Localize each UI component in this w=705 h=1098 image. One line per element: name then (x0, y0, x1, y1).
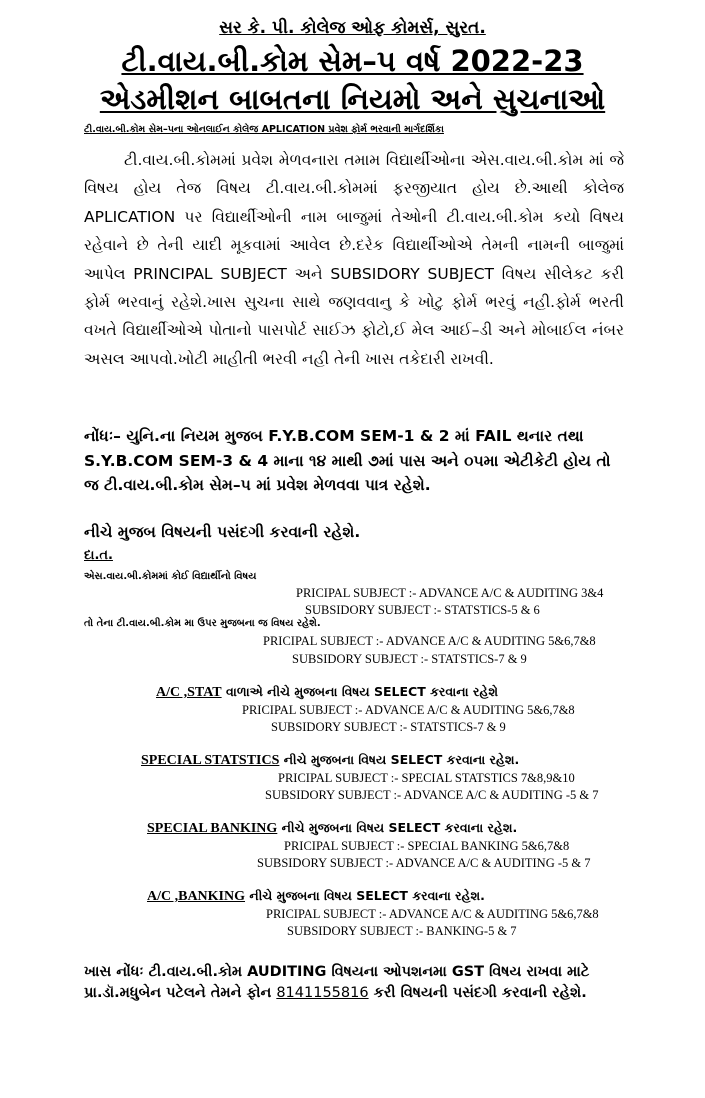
sy-subsidory-subject: SUBSIDORY SUBJECT :- STATSTICS-5 & 6 (305, 603, 540, 617)
group-instruction: વાળાએ નીચે મુજબના વિષય SELECT કરવાના રહેશે (225, 684, 498, 699)
group-subsidory-subject: SUBSIDORY SUBJECT :- STATSTICS-7 & 9 (271, 720, 506, 734)
group-heading (147, 820, 517, 837)
group-principal-subject: PRICIPAL SUBJECT :- ADVANCE A/C & AUDITING 5&6,7&8 (266, 907, 599, 921)
college-name: સર કે. પી. કોલેજ ઓફ કોમર્સ, સુરત. (219, 18, 486, 38)
instruction-paragraph: ટી.વાય.બી.કોમમાં પ્રવેશ મેળવનારા તમામ વિદ્યાર્થીઓના એસ.વાય.બી.કોમ માં જે વિષય હોય તેજ વિષય ટી.વાય.બી.કોમમાં ફરજીયાત હોય છે.આથી કોલેજ APLICATION પર વિદ્યાર્થીઓની નામ બાજુમાં તેઓની ટી.વાય.બી.કોમ કયો વિષય રહેવાને છે તેની યાદી મૂકવામાં આવેલ છે.દરેક વિદ્યાર્થીઓએ તેમની નામની બાજુમાં આપેલ PRINCIPAL SUBJECT અને SUBSIDORY SUBJECT વિષય સીલેકટ કરી ફોર્મ ભરવાનું રહેશે.ખાસ સુચના સાથે જણવવાનુ કે ખોટુ ફોર્મ ભરવું નહી.ફોર્મ ભરતી વખતે વિદ્યાર્થીઓએ પોતાનો પાસપોર્ટ સાઈઝ ફોટો,ઈ મેલ આઈ–ડી અને મોબાઈલ નંબર અસલ આપવો.ખોટી માહીતી ભરવી નહી તેની ખાસ તકેદારી રાખવી. (84, 151, 624, 368)
group-name: SPECIAL BANKING (147, 821, 278, 836)
group-principal-subject: PRICIPAL SUBJECT :- SPECIAL STATSTICS 7&8,9&10 (278, 771, 575, 785)
special-note-end: કરી વિષયની પસંદગી કરવાની રહેશે. (373, 985, 587, 1001)
group-subsidory-subject: SUBSIDORY SUBJECT :- ADVANCE A/C & AUDITING -5 & 7 (265, 788, 599, 802)
guideline-heading: ટી.વાય.બી.કોમ સેમ–૫ના ઓનલાઈન કોલેજ APLICATION પ્રવેશ ફોર્મ ભરવાની માર્ગદર્શિકા (84, 124, 444, 135)
group-subsidory-subject: SUBSIDORY SUBJECT :- BANKING-5 & 7 (287, 924, 517, 938)
example-label: દા.ત. (84, 548, 113, 563)
ty-subsidory-subject: SUBSIDORY SUBJECT :- STATSTICS-7 & 9 (292, 652, 527, 666)
eligibility-note: નોંધઃ– યુનિ.ના નિયમ મુજબ F.Y.B.COM SEM-1 & 2 માં FAIL થનાર તથા S.Y.B.COM SEM-3 & 4 માના ૧૪ માથી ૭માં પાસ અને ૦૫મા એટીકેટી હોય તો જ ટી.વાય.બી.કોમ સેમ–૫ માં પ્રવેશ મેળવવા પાત્ર રહેશે. (84, 427, 611, 494)
group-subsidory-subject: SUBSIDORY SUBJECT :- ADVANCE A/C & AUDITING -5 & 7 (257, 856, 591, 870)
document-subtitle: એડમીશન બાબતના નિયમો અને સુચનાઓ (99, 82, 606, 116)
group-heading (141, 752, 519, 769)
sy-principal-subject: PRICIPAL SUBJECT :- ADVANCE A/C & AUDITING 3&4 (296, 586, 604, 600)
phone-number: 8141155816 (276, 985, 369, 1001)
group-instruction: નીચે મુજબના વિષય SELECT કરવાના રહેશ. (281, 820, 518, 835)
example-then: તો તેના ટી.વાય.બી.કોમ મા ઉપર મુજબના જ વિષય રહેશે. (84, 618, 321, 629)
group-principal-subject: PRICIPAL SUBJECT :- SPECIAL BANKING 5&6,7&8 (284, 839, 570, 853)
special-note (84, 962, 644, 1004)
group-name: A/C ,BANKING (147, 889, 246, 904)
special-note-text: ખાસ નોંધઃ ટી.વાય.બી.કોમ AUDITING વિષયના ઓપશનમા GST વિષય રાખવા માટે પ્રા.ડૉ.મધુબેન પટેલને તેમને ફોન (84, 964, 590, 1001)
group-instruction: નીચે મુજબના વિષય SELECT કરવાના રહેશ. (283, 752, 520, 767)
example-intro: એસ.વાય.બી.કોમમાં કોઈ વિદ્યાર્થીનો વિષય (84, 571, 257, 582)
group-heading (156, 684, 498, 701)
group-principal-subject: PRICIPAL SUBJECT :- ADVANCE A/C & AUDITING 5&6,7&8 (242, 703, 575, 717)
group-name: SPECIAL STATSTICS (141, 753, 280, 768)
document-title: ટી.વાય.બી.કોમ સેમ–૫ વર્ષ 2022-23 (121, 44, 584, 78)
group-name: A/C ,STAT (156, 685, 222, 700)
subject-choice-heading: નીચે મુજબ વિષયની પસંદગી કરવાની રહેશે. (84, 523, 361, 541)
group-instruction: નીચે મુજબના વિષય SELECT કરવાના રહેશ. (249, 888, 485, 903)
group-heading (147, 888, 485, 905)
ty-principal-subject: PRICIPAL SUBJECT :- ADVANCE A/C & AUDITING 5&6,7&8 (263, 634, 596, 648)
